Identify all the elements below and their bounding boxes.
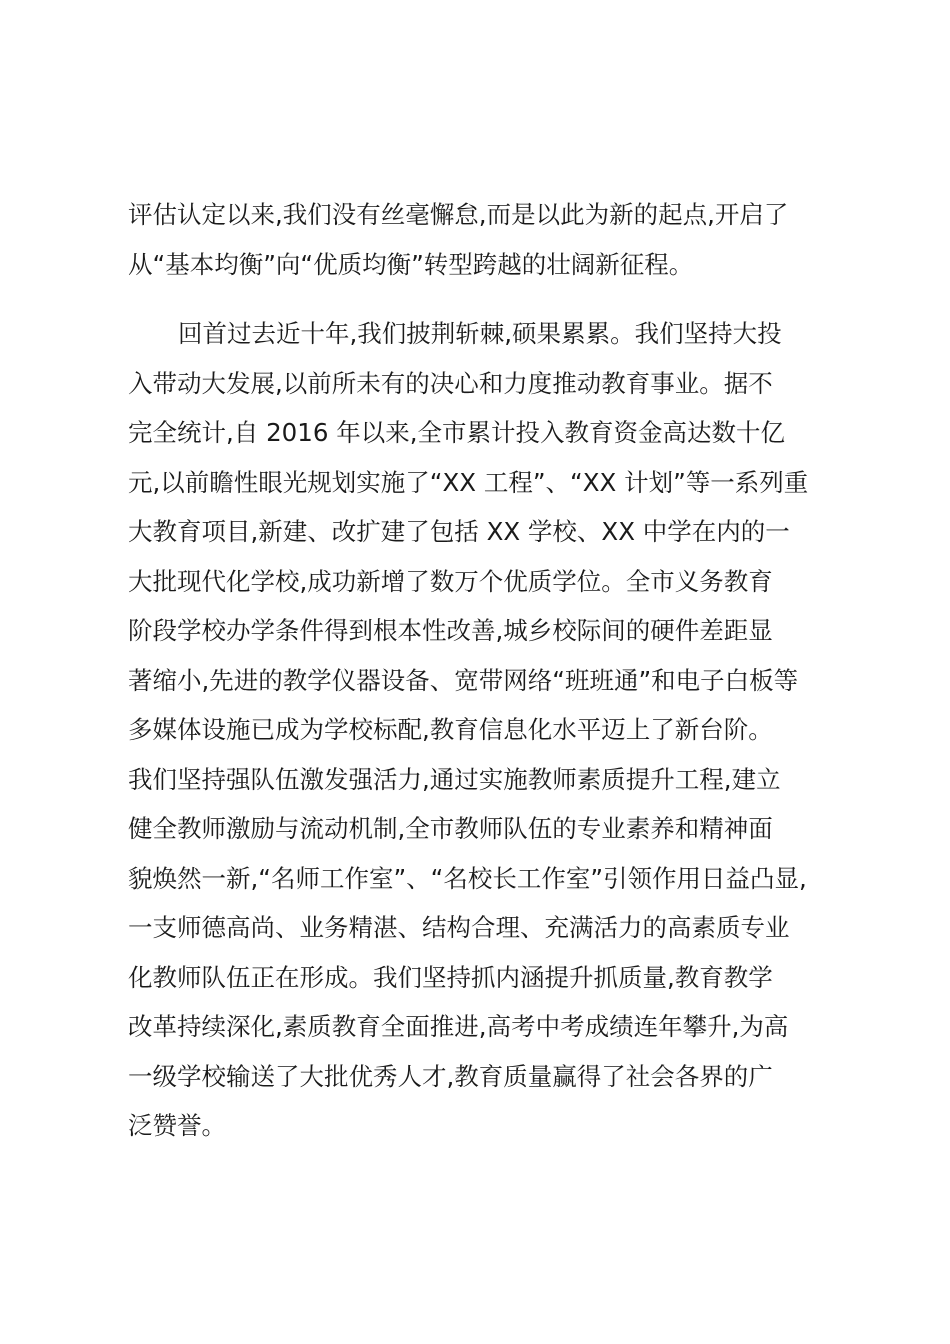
paragraph-line: 评估认定以来,我们没有丝毫懈怠,而是以此为新的起点,开启了	[128, 200, 789, 229]
paragraph-line: 元,以前瞻性眼光规划实施了“XX 工程”、“XX 计划”等一系列重	[128, 467, 809, 497]
paragraph-line: 一支师德高尚、业务精湛、结构合理、充满活力的高素质专业	[128, 913, 790, 942]
paragraph-line: 我们坚持强队伍激发强活力,通过实施教师素质提升工程,建立	[128, 764, 781, 794]
paragraph-first-line: 回首过去近十年,我们披荆斩棘,硕果累累。我们坚持大投	[178, 319, 782, 348]
paragraph-line: 大教育项目,新建、改扩建了包括 XX 学校、XX 中学在内的一	[128, 517, 790, 546]
paragraph-line: 改革持续深化,素质教育全面推进,高考中考成绩连年攀升,为高	[128, 1012, 789, 1041]
paragraph-line: 完全统计,自 2016 年以来,全市累计投入教育资金高达数十亿	[128, 418, 785, 447]
paragraph-spacing	[128, 289, 828, 309]
paragraph-line: 化教师队伍正在形成。我们坚持抓内涵提升抓质量,教育教学	[128, 962, 773, 992]
paragraph-line: 多媒体设施已成为学校标配,教育信息化水平迈上了新台阶。	[128, 715, 773, 744]
paragraph-line: 从“基本均衡”向“优质均衡”转型跨越的壮阔新征程。	[128, 249, 694, 279]
paragraph-line: 一级学校输送了大批优秀人才,教育质量赢得了社会各界的广	[128, 1061, 773, 1091]
document-body	[128, 190, 828, 1151]
paragraph-line: 健全教师激励与流动机制,全市教师队伍的专业素养和精神面	[128, 814, 773, 843]
paragraph-1	[128, 190, 828, 289]
paragraph-line: 大批现代化学校,成功新增了数万个优质学位。全市义务教育	[128, 566, 773, 596]
paragraph-line: 泛赞誉。	[128, 1111, 226, 1140]
paragraph-2	[128, 309, 828, 1151]
paragraph-line: 入带动大发展,以前所未有的决心和力度推动教育事业。据不	[128, 368, 773, 398]
paragraph-line: 貌焕然一新,“名师工作室”、“名校长工作室”引领作用日益凸显,	[128, 863, 807, 893]
paragraph-line: 阶段学校办学条件得到根本性改善,城乡校际间的硬件差距显	[128, 616, 773, 645]
paragraph-line: 著缩小,先进的教学仪器设备、宽带网络“班班通”和电子白板等	[128, 665, 799, 695]
